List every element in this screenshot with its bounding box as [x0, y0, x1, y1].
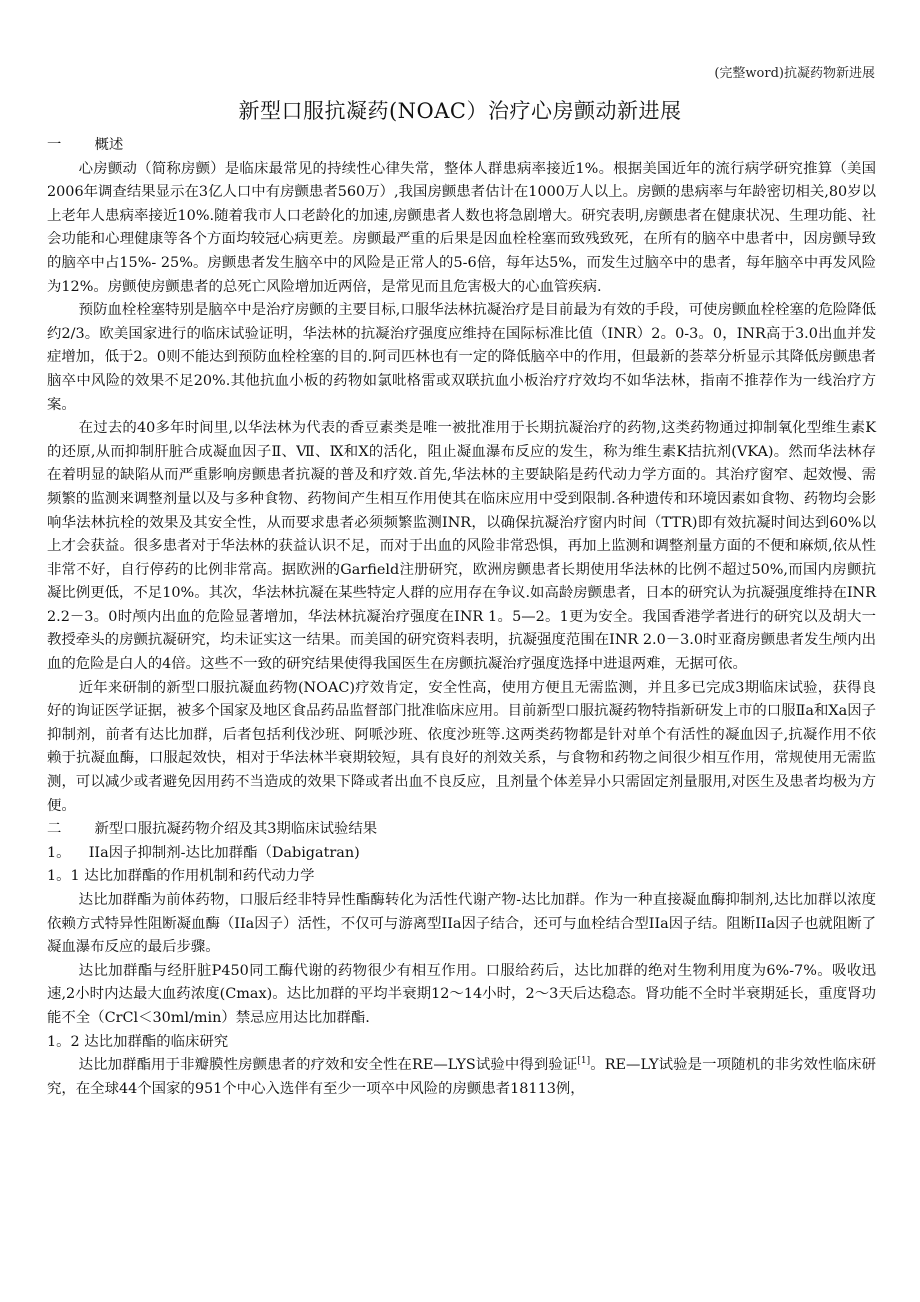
paragraph-text: 。RE—LY试验是一项随机的非劣效性临床研究，在全球44个国家的951个中心入选伴有至少一项卒中风险的房颤患者18113例，	[47, 1057, 876, 1097]
document-body	[47, 134, 876, 1101]
subsection-number: 1。2	[47, 1033, 80, 1050]
subsection-title: 达比加群酯的临床研究	[84, 1033, 229, 1050]
paragraph: 预防血栓栓塞特别是脑卒中是治疗房颤的主要目标,口服华法林抗凝治疗是目前最为有效的手段，可使房颤血栓栓塞的危险降低约2/3。欧美国家进行的临床试验证明，华法林的抗凝治疗强度应维持在国际标准比值（INR）2。0-3。0，INR高于3.0出血并发症增加，低于2。0则不能达到预防血栓栓塞的目的.阿司匹林也有一定的降低脑卒中的作用，但最新的荟萃分析显示其降低房颤患者脑卒中风险的效果不足20%.其他抗血小板的药物如氯吡格雷或双联抗血小板治疗疗效均不如华法林，指南不推荐作为一线治疗方案。	[47, 302, 876, 413]
paragraph	[47, 1054, 876, 1101]
section-title: 概述	[94, 137, 124, 153]
paragraph: 达比加群酯与经肝脏P450同工酶代谢的药物很少有相互作用。口服给药后，达比加群的绝对生物利用度为6%-7%。吸收迅速,2小时内达最大血药浓度(Cmax)。达比加群的平均半衰期12～14小时，2～3天后达稳态。肾功能不全时半衰期延长，重度肾功能不全（CrCl＜30ml/min）禁忌应用达比加群酯.	[47, 962, 876, 1026]
section-title: 新型口服抗凝药物介绍及其3期临床试验结果	[94, 821, 378, 838]
section-number: 一	[47, 137, 62, 153]
reference-mark[interactable]: [1]	[577, 1056, 591, 1067]
section-heading-noac-intro	[47, 818, 876, 842]
section-number: 二	[47, 821, 62, 838]
running-header: (完整word)抗凝药物新进展	[714, 66, 875, 81]
subsection-heading-mechanism	[47, 865, 876, 889]
paragraph: 在过去的40多年时间里,以华法林为代表的香豆素类是唯一被批准用于长期抗凝治疗的药物,这类药物通过抑制氧化型维生素K的还原,从而抑制肝脏合成凝血因子Ⅱ、Ⅶ、Ⅸ和Ⅹ的活化，阻止凝血瀑布反应的发生，称为维生素K拮抗剂(VKA)。然而华法林存在着明显的缺陷从而严重影响房颤患者抗凝的普及和疗效.首先,华法林的主要缺陷是药代动力学方面的。其治疗窗窄、起效慢、需频繁的监测来调整剂量以及与多种食物、药物间产生相互作用使其在临床应用中受到限制.各种遗传和环境因素如食物、药物均会影响华法林抗栓的效果及其安全性，从而要求患者必须频繁监测INR，以确保抗凝治疗窗内时间（TTR)即有效抗凝时间达到60%以上才会获益。很多患者对于华法林的获益认识不足，而对于出血的风险非常恐惧，再加上监测和调整剂量方面的不便和麻烦,依从性非常不好，自行停药的比例非常高。据欧洲的Garfield注册研究，欧洲房颤患者长期使用华法林的比例不超过50%,而国内房颤抗凝比例更低，不足10%。其次，华法林抗凝在某些特定人群的应用存在争议.如高龄房颤患者，日本的研究认为抗凝强度维持在INR 2.2－3。0时颅内出血的危险显著增加，华法林抗凝治疗强度在INR 1。5—2。1更为安全。我国香港学者进行的研究以及胡大一教授牵头的房颤抗凝研究，均未证实这一结果。而美国的研究资料表明，抗凝强度范围在INR 2.0－3.0时亚裔房颤患者发生颅内出血的危险是白人的4倍。这些不一致的研究结果使得我国医生在房颤抗凝治疗强度选择中进退两难，无据可依。	[47, 420, 876, 673]
section-heading-overview	[47, 134, 876, 158]
document-title: 新型口服抗凝药(NOAC）治疗心房颤动新进展	[238, 99, 682, 123]
subsection-number: 1。1	[47, 868, 80, 885]
subsection-heading-dabigatran	[47, 842, 876, 866]
subsection-heading-clinical-study	[47, 1031, 876, 1055]
paragraph: 近年来研制的新型口服抗凝血药物(NOAC)疗效肯定，安全性高，使用方便且无需监测，并且多已完成3期临床试验，获得良好的询证医学证据，被多个国家及地区食品药品监督部门批准临床应用。目前新型口服抗凝药物特指新研发上市的口服Ⅱa和Ⅹa因子抑制剂，前者有达比加群，后者包括利伐沙班、阿哌沙班、依度沙班等.这两类药物都是针对单个有活性的凝血因子,抗凝作用不依赖于抗凝血酶，口服起效快，相对于华法林半衰期较短，具有良好的剂效关系，与食物和药物之间很少相互作用，常规使用无需监测，可以减少或者避免因用药不当造成的效果下降或者出血不良反应，且剂量个体差异小只需固定剂量服用,对医生及患者均极为方便。	[47, 679, 876, 814]
paragraph: 达比加群酯为前体药物，口服后经非特异性酯酶转化为活性代谢产物-达比加群。作为一种直接凝血酶抑制剂,达比加群以浓度依赖方式特异性阻断凝血酶（IIa因子）活性，不仅可与游离型IIa因子结合，还可与血栓结合型IIa因子结。阻断IIa因子也就阻断了凝血瀑布反应的最后步骤。	[47, 892, 876, 956]
subsection-title: 达比加群酯的作用机制和药代动力学	[84, 868, 315, 885]
paragraph-text: 达比加群酯用于非瓣膜性房颤患者的疗效和安全性在RE—LYS试验中得到验证	[78, 1057, 578, 1074]
paragraph: 心房颤动（简称房颤）是临床最常见的持续性心律失常，整体人群患病率接近1%。根据美国近年的流行病学研究推算（美国2006年调查结果显示在3亿人口中有房颤患者560万）,我国房颤患者估计在1000万人以上。房颤的患病率与年龄密切相关,80岁以上老年人患病率接近10%.随着我市人口老龄化的加速,房颤患者人数也将急剧增大。研究表明,房颤患者在健康状况、生理功能、社会功能和心理健康等各个方面均较冠心病更差。房颤最严重的后果是因血栓栓塞而致残致死，在所有的脑卒中患者中，因房颤导致的脑卒中占15%- 25%。房颤患者发生脑卒中的风险是正常人的5-6倍，每年达5%，而发生过脑卒中的患者，每年脑卒中再发风险为12%。房颤使房颤患者的总死亡风险增加近两倍，是常见而且危害极大的心血管疾病.	[47, 160, 876, 295]
subsection-title: IIa因子抑制剂-达比加群酯（Dabigatran)	[88, 844, 360, 861]
subsection-number: 1。	[47, 844, 71, 861]
